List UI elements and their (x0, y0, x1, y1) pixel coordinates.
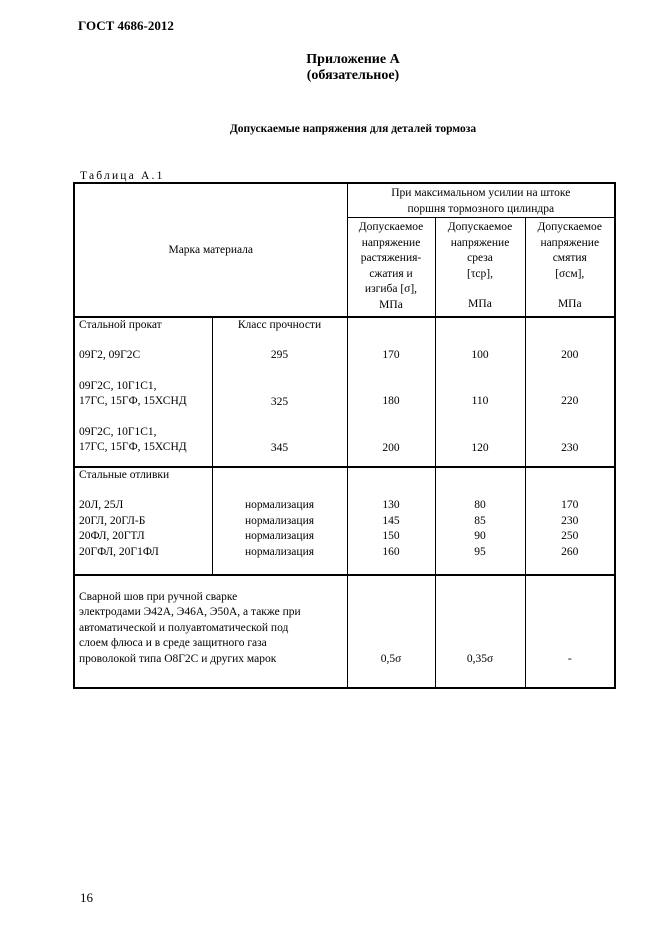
class-header: Класс прочности (237, 318, 322, 331)
class-value: 295 (270, 349, 289, 361)
rolled-grade: 09Г2, 09Г2С (79, 349, 141, 361)
tension-value: 180 (382, 395, 400, 407)
appendix-subtitle: (обязательное) (306, 68, 400, 83)
shear-value: 120 (471, 441, 489, 454)
weld-text: автоматической и полуавтоматической под (79, 621, 289, 634)
header-line: МПа (557, 298, 582, 310)
standard-code: ГОСТ 4686-2012 (78, 18, 174, 33)
shear-value: 90 (474, 530, 486, 542)
header-line: изгиба [σ], (364, 283, 418, 295)
treatment: нормализация (244, 545, 315, 558)
treatment: нормализация (244, 514, 315, 527)
rolled-grades-cell (74, 317, 212, 467)
class-value: 345 (270, 442, 289, 454)
header-line: напряжение (450, 236, 510, 249)
castings-grades-cell (74, 467, 212, 575)
header-line: смятия (552, 252, 587, 264)
tension-header (347, 218, 435, 317)
crush-value: 170 (561, 499, 579, 511)
castings-crush-cell (525, 467, 615, 575)
castings-treat-cell (212, 467, 347, 575)
stress-table (73, 182, 616, 689)
section-heading: Допускаемые напряжения для деталей тормоза (229, 123, 477, 135)
crush-value: 260 (561, 545, 579, 558)
rolled-class-cell (212, 317, 347, 467)
rolled-grade: 17ГС, 15ГФ, 15ХСНД (79, 395, 187, 407)
treatment: нормализация (244, 499, 315, 511)
rolled-grade: 09Г2С, 10Г1С1, (79, 379, 157, 392)
tension-value: 170 (382, 348, 400, 361)
crush-value: 250 (561, 530, 579, 542)
shear-value: 100 (471, 348, 489, 361)
page-number: 16 (80, 890, 93, 905)
shear-header (435, 218, 525, 317)
header-line: МПа (468, 298, 492, 310)
weld-text: слоем флюса и в среде защитного газа (79, 637, 267, 649)
treatment: нормализация (244, 530, 315, 542)
group-header (347, 183, 615, 218)
casting-grade: 20ФЛ, 20ГТЛ (79, 530, 145, 542)
material-header (74, 183, 347, 317)
weld-text: проволокой типа О8Г2С и других марок (79, 652, 277, 665)
crush-header (525, 218, 615, 317)
header-line: Допускаемое (358, 221, 424, 233)
group-header-line: поршня тормозного цилиндра (407, 202, 555, 215)
weld-tension-cell (347, 575, 435, 688)
crush-value: 220 (561, 395, 579, 407)
header-line: МПа (379, 298, 403, 311)
rolled-grade: 09Г2С, 10Г1С1, (79, 425, 157, 438)
crush-value: 230 (561, 514, 579, 527)
material-header-label: Марка материала (168, 243, 254, 256)
rolled-tension-cell (347, 317, 435, 467)
weld-shear: 0,35σ (466, 652, 494, 665)
weld-text: Сварной шов при ручной сварке (79, 590, 238, 603)
header-line: растяжения- (360, 252, 422, 264)
header-line: Допускаемое (537, 221, 602, 233)
header-line: [σсм], (555, 267, 585, 280)
header-line: напряжение (540, 236, 600, 249)
appendix-title: Приложение А (306, 52, 400, 67)
weld-desc-cell (74, 575, 347, 688)
rolled-shear-cell (435, 317, 525, 467)
rolled-title: Стальной прокат (79, 318, 162, 331)
crush-value: 230 (561, 441, 579, 454)
tension-value: 130 (382, 499, 400, 511)
castings-tension-cell (347, 467, 435, 575)
castings-shear-cell (435, 467, 525, 575)
header-line: напряжение (361, 236, 421, 249)
shear-value: 95 (474, 545, 486, 558)
shear-value: 80 (474, 499, 486, 511)
shear-value: 85 (474, 514, 486, 527)
header-line: сжатия и (369, 267, 413, 280)
weld-crush-cell (525, 575, 615, 688)
header-line: [τср], (466, 267, 493, 280)
casting-grade: 20Л, 25Л (79, 499, 124, 511)
table-label: Таблица А.1 (80, 170, 165, 182)
group-header-line: При максимальном усилии на штоке (391, 187, 571, 199)
shear-value: 110 (471, 395, 489, 407)
casting-grade: 20ГЛ, 20ГЛ-Б (79, 514, 146, 527)
tension-value: 150 (382, 530, 400, 542)
crush-value: 200 (561, 348, 579, 361)
weld-crush: - (567, 652, 572, 665)
tension-value: 160 (382, 545, 400, 558)
header-line: Допускаемое (447, 221, 513, 233)
tension-value: 200 (382, 441, 400, 454)
casting-grade: 20ГФЛ, 20Г1ФЛ (79, 545, 159, 558)
weld-tension: 0,5σ (380, 652, 402, 665)
rolled-crush-cell (525, 317, 615, 467)
castings-title: Стальные отливки (79, 468, 170, 481)
weld-shear-cell (435, 575, 525, 688)
rolled-grade: 17ГС, 15ГФ, 15ХСНД (79, 441, 187, 453)
class-value: 325 (270, 395, 289, 408)
weld-text: электродами Э42А, Э46А, Э50А, а также при (79, 606, 301, 618)
header-line: среза (467, 252, 493, 264)
tension-value: 145 (382, 514, 400, 527)
